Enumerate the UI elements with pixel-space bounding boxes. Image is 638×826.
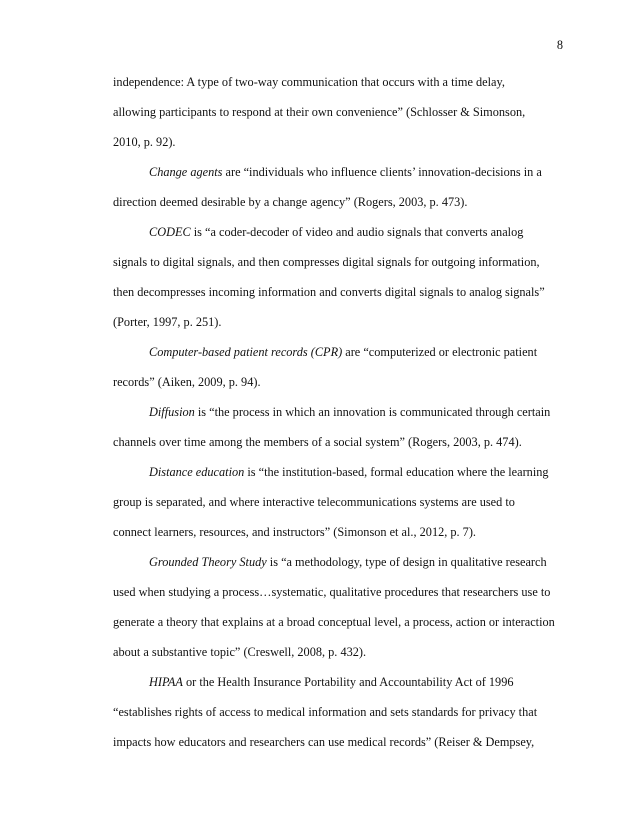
definition-line: Distance education is “the institution-based, formal education where the learning (149, 465, 549, 479)
definition-line: Change agents are “individuals who influence clients’ innovation-decisions in a (149, 165, 542, 179)
body-line: “establishes rights of access to medical information and sets standards for privacy that (113, 705, 538, 719)
defined-term: Distance education (149, 465, 245, 479)
body-line: records” (Aiken, 2009, p. 94). (113, 375, 261, 389)
definition-line: CODEC is “a coder-decoder of video and audio signals that converts analog (149, 225, 524, 239)
defined-term: Grounded Theory Study (149, 555, 267, 569)
body-line: connect learners, resources, and instructors” (Simonson et al., 2012, p. 7). (113, 525, 476, 539)
definition-line: Computer-based patient records (CPR) are “computerized or electronic patient (149, 345, 538, 359)
body-line: allowing participants to respond at their own convenience” (Schlosser & Simonson, (113, 105, 526, 119)
body-line: then decompresses incoming information and converts digital signals to analog signals” (113, 285, 545, 299)
body-line: about a substantive topic” (Creswell, 2008, p. 432). (113, 645, 367, 659)
defined-term: CODEC (149, 225, 191, 239)
body-line: (Porter, 1997, p. 251). (113, 315, 222, 329)
body-line: channels over time among the members of a social system” (Rogers, 2003, p. 474). (113, 435, 522, 449)
defined-term: Diffusion (149, 405, 195, 419)
defined-term: Change agents (149, 165, 223, 179)
body-line: signals to digital signals, and then compresses digital signals for outgoing information, (113, 255, 540, 269)
body-line: group is separated, and where interactive telecommunications systems are used to (113, 495, 515, 509)
definition-line: Grounded Theory Study is “a methodology, type of design in qualitative research (149, 555, 547, 569)
defined-term: HIPAA (149, 675, 183, 689)
definition-line: Diffusion is “the process in which an innovation is communicated through certain (149, 405, 551, 419)
definition-line: HIPAA or the Health Insurance Portability and Accountability Act of 1996 (149, 675, 514, 689)
page-number: 8 (556, 38, 563, 52)
body-line: impacts how educators and researchers can use medical records” (Reiser & Dempsey, (113, 735, 535, 749)
body-line: direction deemed desirable by a change agency” (Rogers, 2003, p. 473). (113, 195, 468, 209)
defined-term: Computer-based patient records (CPR) (149, 345, 343, 359)
body-line: independence: A type of two-way communication that occurs with a time delay, (113, 75, 505, 89)
body-line: generate a theory that explains at a broad conceptual level, a process, action or interaction (113, 615, 555, 629)
body-line: 2010, p. 92). (113, 135, 176, 149)
body-line: used when studying a process…systematic, qualitative procedures that researchers use to (113, 585, 551, 599)
